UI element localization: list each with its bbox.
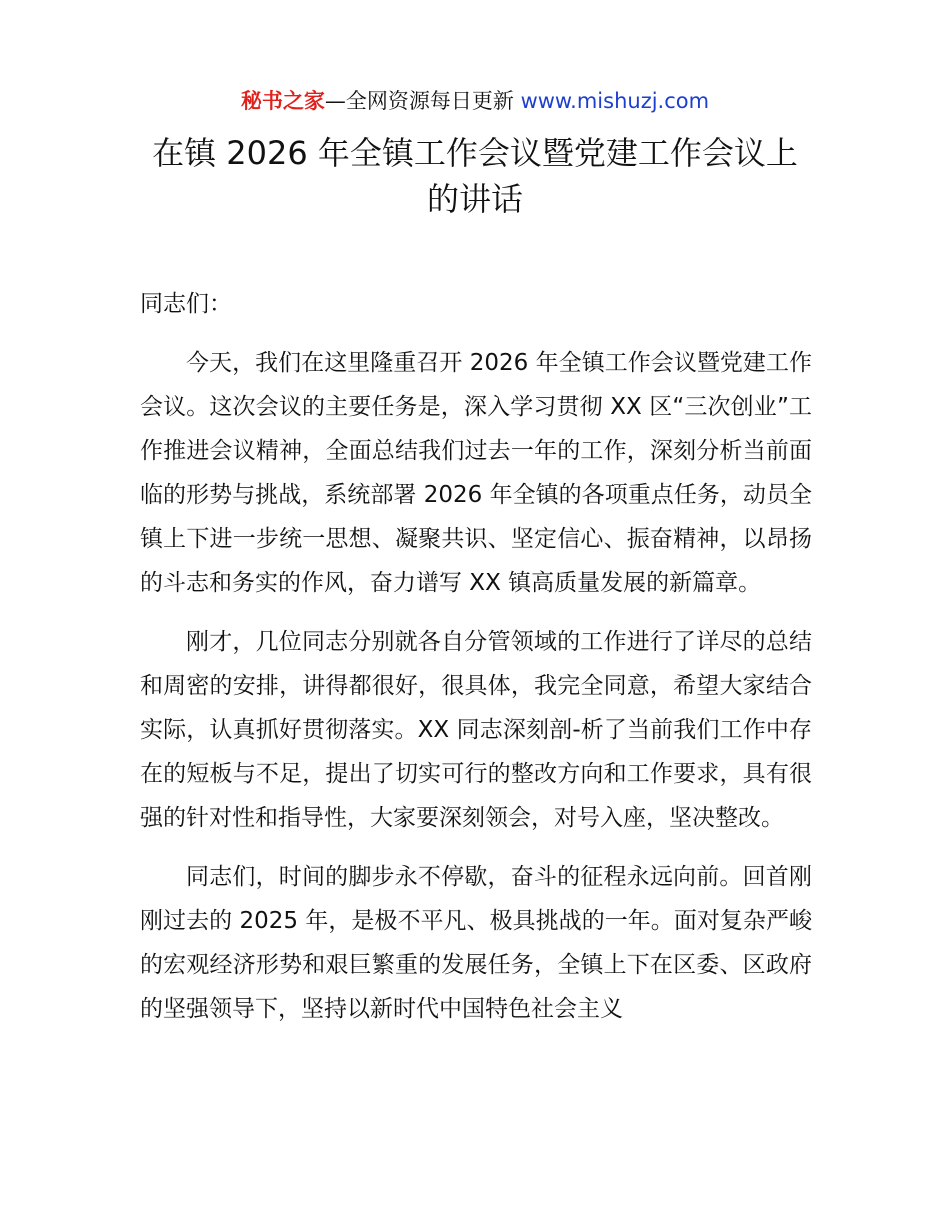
header-tagline: —全网资源每日更新 [324, 89, 521, 113]
document-body [140, 282, 812, 1046]
brand-name: 秘书之家 [240, 89, 325, 113]
site-url-link[interactable]: www.mishuzj.com [520, 89, 710, 113]
site-header [0, 86, 950, 116]
paragraph: 同志们，时间的脚步永不停歇，奋斗的征程永远向前。回首刚刚过去的 2025 年，是极不平凡、极具挑战的一年。面对复杂严峻的宏观经济形势和艰巨繁重的发展任务，全镇上下在区委、区政府的坚强领导下，坚持以新时代中国特色社会主义 [140, 864, 812, 1022]
paragraph: 今天，我们在这里隆重召开 2026 年全镇工作会议暨党建工作会议。这次会议的主要任务是，深入学习贯彻 XX 区“三次创业”工作推进会议精神，全面总结我们过去一年的工作，深刻分析当前面临的形势与挑战，系统部署 2026 年全镇的各项重点任务，动员全镇上下进一步统一思想、凝聚共识、坚定信心、振奋精神，以昂扬的斗志和务实的作风，奋力谱写 XX 镇高质量发展的新篇章。 [140, 350, 812, 596]
document-title: 在镇 2026 年全镇工作会议暨党建工作会议上的讲话 [152, 134, 798, 218]
paragraph: 刚才，几位同志分别就各自分管领域的工作进行了详尽的总结和周密的安排，讲得都很好，很具体，我完全同意，希望大家结合实际，认真抓好贯彻落实。XX 同志深刻剖-析了当前我们工作中存在的短板与不足，提出了切实可行的整改方向和工作要求，具有很强的针对性和指导性，大家要深刻领会，对号入座，坚决整改。 [140, 629, 812, 831]
salutation: 同志们： [140, 291, 232, 317]
